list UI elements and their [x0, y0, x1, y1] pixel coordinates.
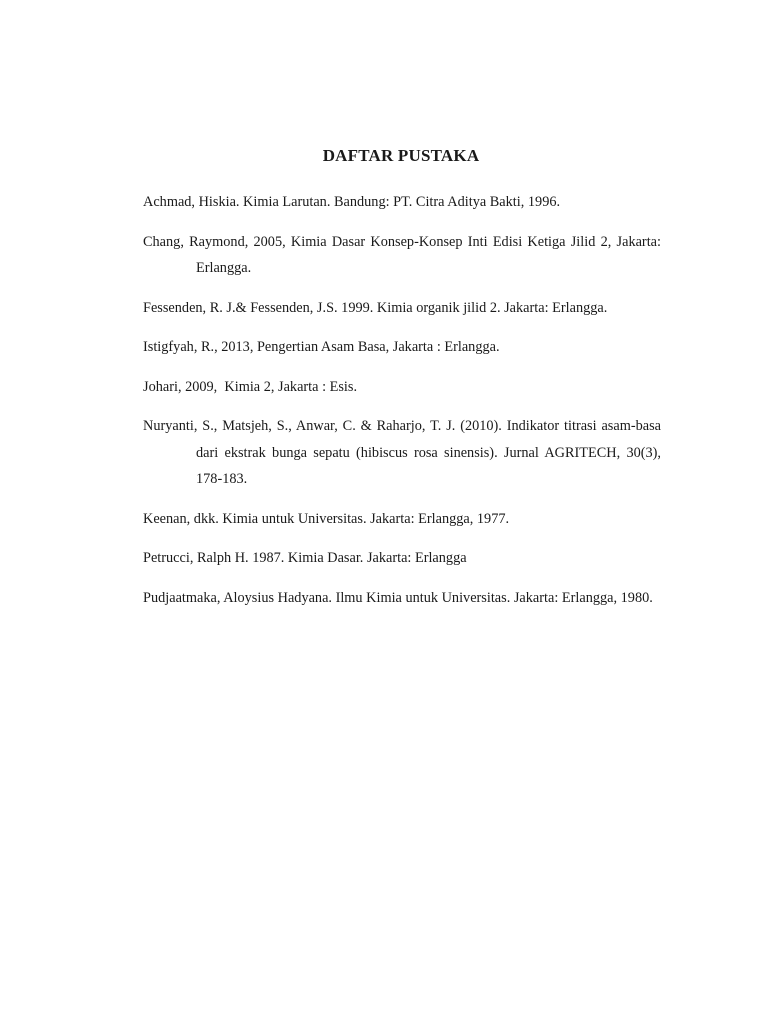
- reference-item: Pudjaatmaka, Aloysius Hadyana. Ilmu Kimia untuk Universitas. Jakarta: Erlangga, 1980.: [143, 589, 653, 606]
- reference-item: Keenan, dkk. Kimia untuk Universitas. Jakarta: Erlangga, 1977.: [143, 510, 510, 527]
- page-title: DAFTAR PUSTAKA: [322, 146, 480, 165]
- reference-item: Nuryanti, S., Matsjeh, S., Anwar, C. & Raharjo, T. J. (2010). Indikator titrasi asam-basa dari ekstrak bunga sepatu (hibiscus rosa sinensis). Jurnal AGRITECH, 30(3), 178-183.: [143, 418, 661, 487]
- reference-item: Johari, 2009, Kimia 2, Jakarta : Esis.: [143, 378, 358, 395]
- reference-item: Achmad, Hiskia. Kimia Larutan. Bandung: PT. Citra Aditya Bakti, 1996.: [143, 194, 561, 210]
- reference-item: Istigfyah, R., 2013, Pengertian Asam Basa, Jakarta : Erlangga.: [143, 339, 500, 355]
- reference-item: Petrucci, Ralph H. 1987. Kimia Dasar. Jakarta: Erlangga: [143, 550, 467, 566]
- reference-item: Chang, Raymond, 2005, Kimia Dasar Konsep-Konsep Inti Edisi Ketiga Jilid 2, Jakarta: Erlangga.: [143, 233, 661, 276]
- reference-list: [143, 189, 661, 611]
- reference-item: Fessenden, R. J.& Fessenden, J.S. 1999. Kimia organik jilid 2. Jakarta: Erlangga.: [143, 299, 608, 316]
